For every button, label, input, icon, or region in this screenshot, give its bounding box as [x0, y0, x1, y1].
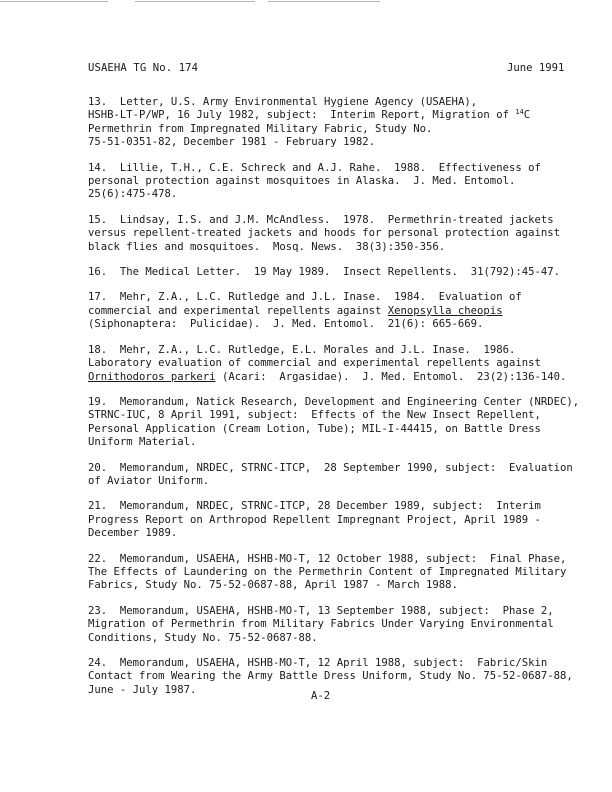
- reference-line: [88, 657, 564, 670]
- reference-item: [88, 605, 564, 645]
- reference-number: 24.: [88, 657, 108, 669]
- reference-text: Memorandum, NRDEC, STRNC-ITCP, 28 September 1990, subject: Evaluation: [119, 461, 573, 474]
- reference-text: Memorandum, USAEHA, HSHB-MO-T, 12 April 1988, subject: Fabric/Skin: [119, 657, 548, 669]
- reference-text: The Medical Letter. 19 May 1989. Insect Repellents. 31(792):45-47.: [119, 266, 560, 279]
- reference-line: [88, 214, 564, 227]
- scan-rule-left: [0, 1, 108, 2]
- reference-number: 13.: [88, 96, 108, 108]
- reference-text: Lillie, T.H., C.E. Schreck and A.J. Rahe. 1988. Effectiveness of: [119, 161, 541, 174]
- scan-rule-right: [268, 1, 380, 2]
- reference-line: [88, 175, 564, 188]
- reference-text: black flies and mosquitoes. Mosq. News. 38(3):350-356.: [88, 240, 446, 253]
- reference-line: [88, 318, 564, 331]
- reference-number: 20.: [88, 461, 108, 474]
- reference-line: [88, 96, 564, 109]
- reference-text: HSHB-LT-P/WP, 16 July 1982, subject: Interim Report, Migration of: [88, 109, 516, 122]
- reference-text: Mehr, Z.A., L.C. Rutledge and J.L. Inase. 1984. Evaluation of: [119, 291, 522, 304]
- reference-text: Migration of Permethrin from Military Fabrics Under Varying Environmental: [88, 618, 554, 631]
- reference-text: of Aviator Uniform.: [88, 474, 210, 487]
- reference-text: Memorandum, USAEHA, HSHB-MO-T, 12 October 1988, subject: Final Phase,: [119, 552, 567, 565]
- reference-line: [88, 565, 567, 579]
- reference-item: [88, 291, 564, 331]
- reference-text: personal protection against mosquitoes in Alaska. J. Med. Entomol.: [88, 175, 516, 188]
- reference-line: [88, 123, 564, 136]
- reference-line: [88, 423, 564, 436]
- reference-text: Memorandum, Natick Research, Development and Engineering Center (NRDEC),: [119, 395, 580, 408]
- reference-line: [88, 670, 573, 683]
- reference-line: [88, 579, 564, 592]
- reference-number: 19.: [88, 395, 108, 408]
- reference-item: [88, 96, 564, 150]
- superscript-text: 14: [515, 108, 524, 117]
- reference-line: [88, 305, 564, 318]
- reference-line: [88, 357, 564, 370]
- reference-line: [88, 370, 567, 384]
- reference-number: 22.: [88, 552, 108, 565]
- reference-text: (Acari: Argasidae). J. Med. Entomol. 23(2):136-140.: [215, 370, 567, 383]
- reference-text: Conditions, Study No. 75-52-0687-88.: [88, 631, 318, 644]
- reference-text: December 1989.: [88, 527, 178, 540]
- scan-rule-middle: [135, 1, 255, 2]
- reference-line: [88, 227, 564, 240]
- reference-line: [88, 241, 564, 254]
- reference-line: [88, 461, 573, 475]
- document-number: USAEHA TG No. 174: [88, 62, 199, 74]
- reference-item: [88, 214, 564, 254]
- reference-text: Contact from Wearing the Army Battle Dress Uniform, Study No. 75-52-0687-88,: [88, 670, 573, 683]
- reference-number: 17.: [88, 291, 108, 304]
- reference-item: [88, 552, 567, 593]
- reference-text: 75-51-0351-82, December 1981 - February 1982.: [88, 136, 376, 149]
- reference-line: [88, 436, 564, 449]
- reference-line: [88, 500, 564, 513]
- reference-text: Memorandum, NRDEC, STRNC-ITCP, 28 December 1989, subject: Interim: [119, 500, 541, 513]
- underlined-species-name: Xenopsylla cheopis: [387, 304, 503, 317]
- reference-line: [88, 109, 564, 122]
- reference-text: 25(6):475-478.: [88, 188, 178, 201]
- reference-text: versus repellent-treated jackets and hoods for personal protection against: [88, 227, 560, 240]
- reference-text: Permethrin from Impregnated Military Fabric, Study No.: [88, 122, 433, 135]
- reference-text: Progress Report on Arthropod Repellent Impregnant Project, April 1989 -: [88, 513, 541, 526]
- reference-line: [88, 475, 564, 488]
- reference-number: 18.: [88, 343, 108, 356]
- reference-text: Personal Application (Cream Lotion, Tube); MIL-I-44415, on Battle Dress: [88, 422, 541, 435]
- reference-item: [88, 461, 573, 489]
- underlined-species-name: Ornithodoros parkeri: [88, 370, 216, 383]
- reference-line: [88, 291, 564, 304]
- reference-text: C: [523, 109, 531, 122]
- reference-line: [88, 162, 564, 175]
- reference-line: [88, 527, 564, 540]
- reference-line: [88, 605, 564, 618]
- reference-text: Uniform Material.: [88, 436, 197, 449]
- reference-number: 15.: [88, 213, 108, 226]
- reference-number: 21.: [88, 500, 108, 513]
- reference-line: [88, 618, 564, 631]
- reference-text: Lindsay, I.S. and J.M. McAndless. 1978. Permethrin-treated jackets: [119, 213, 554, 226]
- reference-text: June - July 1987.: [88, 683, 197, 696]
- reference-text: Letter, U.S. Army Environmental Hygiene Agency (USAEHA),: [119, 96, 478, 108]
- reference-item: [88, 343, 567, 384]
- reference-text: commercial and experimental repellents against: [88, 304, 388, 317]
- reference-line: [88, 395, 580, 409]
- reference-line: [88, 344, 564, 357]
- document-date: June 1991: [507, 62, 565, 74]
- reference-text: Laboratory evaluation of commercial and experimental repellents against: [88, 357, 541, 370]
- reference-number: 23.: [88, 604, 108, 617]
- reference-line: [88, 266, 564, 279]
- reference-text: Mehr, Z.A., L.C. Rutledge, E.L. Morales and J.L. Inase. 1986.: [119, 343, 516, 356]
- page-number: A-2: [311, 690, 331, 702]
- reference-item: [88, 500, 564, 540]
- reference-line: [88, 552, 567, 566]
- reference-line: [88, 632, 564, 645]
- reference-item: [88, 395, 580, 450]
- reference-text: (Siphonaptera: Pulicidae). J. Med. Entomol. 21(6): 665-669.: [88, 318, 484, 331]
- reference-item: [88, 162, 564, 202]
- reference-number: 14.: [88, 161, 108, 174]
- reference-line: [88, 409, 564, 422]
- reference-text: STRNC-IUC, 8 April 1991, subject: Effects of the New Insect Repellent,: [88, 409, 541, 422]
- reference-line: [88, 136, 564, 149]
- reference-number: 16.: [88, 266, 108, 279]
- reference-item: [88, 266, 564, 279]
- reference-text: The Effects of Laundering on the Permethrin Content of Impregnated Military: [88, 565, 567, 578]
- reference-text: Memorandum, USAEHA, HSHB-MO-T, 13 September 1988, subject: Phase 2,: [119, 604, 554, 617]
- reference-text: Fabrics, Study No. 75-52-0687-88, April 1987 - March 1988.: [88, 579, 458, 592]
- reference-line: [88, 514, 564, 527]
- reference-line: [88, 188, 564, 201]
- reference-list: [88, 96, 580, 709]
